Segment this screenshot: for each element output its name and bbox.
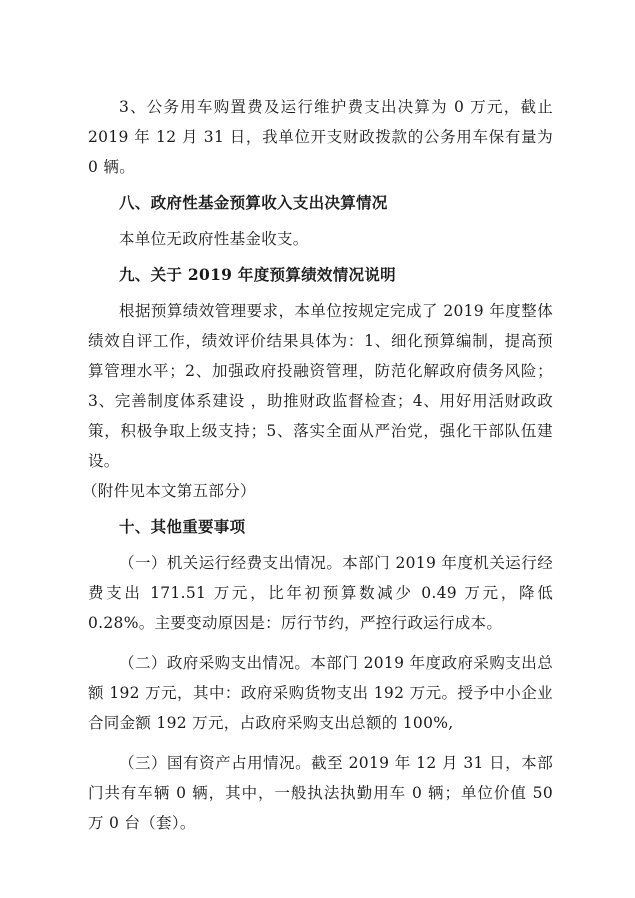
- state-assets-paragraph: （三）国有资产占用情况。截至 2019 年 12 月 31 日，本部门共有车辆 0 辆，其中，一般执法执勤用车 0 辆；单位价值 50 万 0 台（套）。: [88, 754, 553, 832]
- document-page: [82, 92, 553, 838]
- section-8-heading: 八、政府性基金预算收入支出决算情况: [119, 193, 388, 212]
- section-9-heading: 九、关于 2019 年度预算绩效情况说明: [119, 265, 396, 284]
- attachment-note: （附件见本文第五部分）: [82, 482, 256, 500]
- operating-expense-paragraph: （一）机关运行经费支出情况。本部门 2019 年度机关运行经费支出 171.51 万元，比年初预算数减少 0.49 万元，降低 0.28%。主要变动原因是：厉行节约，严控行政运行成本。: [88, 554, 553, 632]
- section-9-paragraph: 根据预算绩效管理要求，本单位按规定完成了 2019 年度整体绩效自评工作，绩效评价结果具体为：1、细化预算编制，提高预算管理水平；2、加强政府投融资管理，防范化解政府债务风险；3、完善制度体系建设 ，助推财政监督检查；4、用好用活财政政策，积极争取上级支持；5、落实全面从严治党，强化干部队伍建设。: [88, 302, 553, 470]
- vehicle-cost-paragraph: 3、公务用车购置费及运行维护费支出决算为 0 万元，截止 2019 年 12 月 31 日，我单位开支财政拨款的公务用车保有量为 0 辆。: [88, 98, 553, 176]
- procurement-paragraph: （二）政府采购支出情况。本部门 2019 年度政府采购支出总额 192 万元，其中：政府采购货物支出 192 万元。授予中小企业合同金额 192 万元，占政府采购支出总额的 100%,: [88, 654, 553, 732]
- section-10-heading: 十、其他重要事项: [119, 517, 246, 536]
- section-8-paragraph: 本单位无政府性基金收支。: [119, 230, 309, 248]
